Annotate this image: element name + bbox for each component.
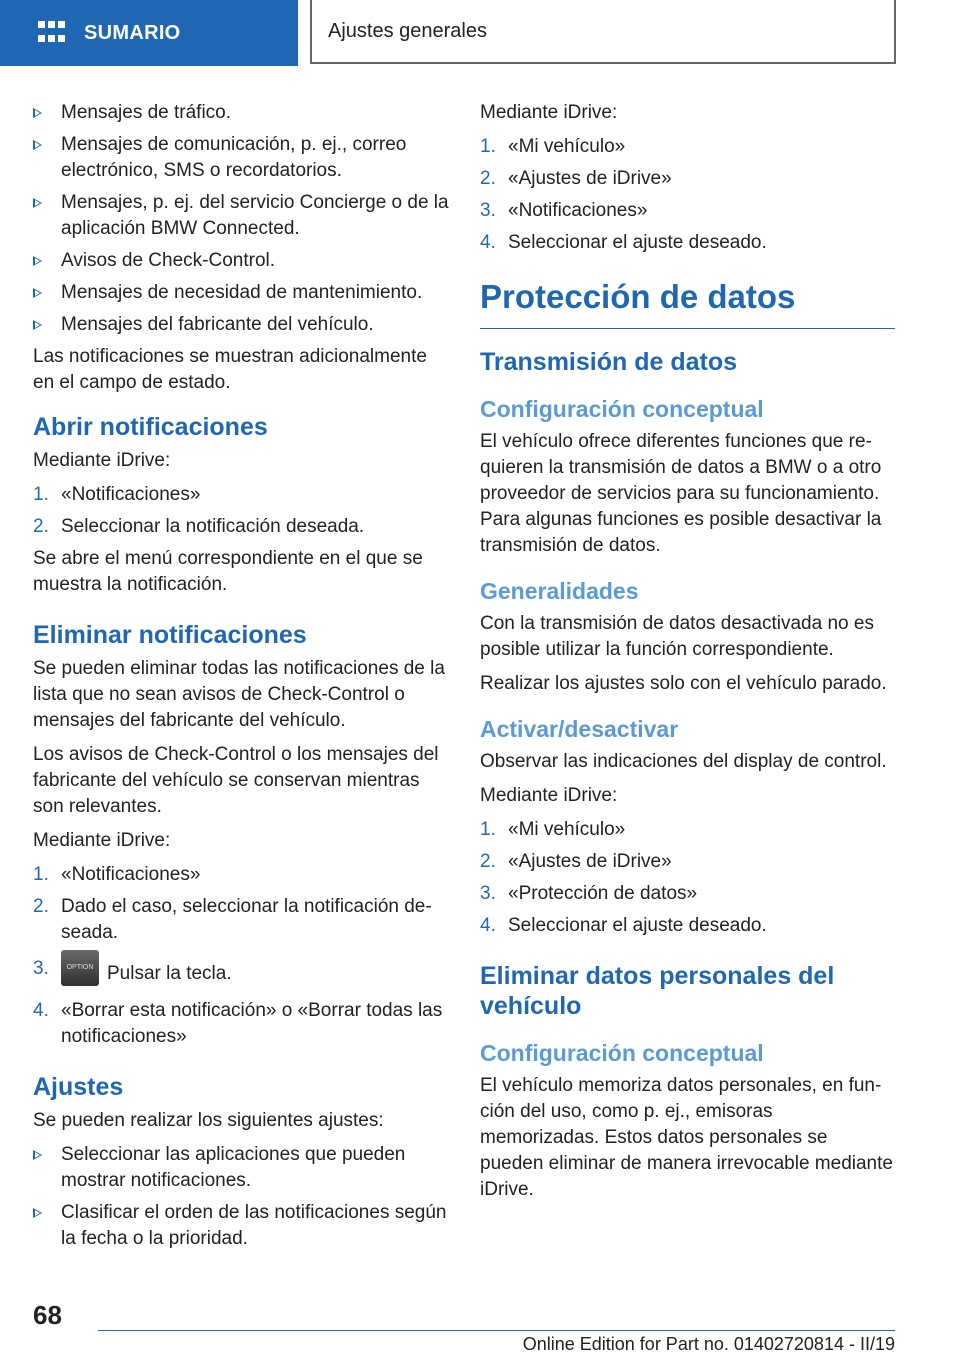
paragraph: Mediante iDrive: [33,450,171,471]
paragraph: Se pueden eliminar todas las notificaciones de la lista que no sean avisos de Check-Control o mensajes del fabricante del vehículo. [33,658,445,731]
delete-steps-list [33,862,453,1050]
heading-concept: Configuración conceptual [480,1040,764,1066]
heading-toggle: Activar/desactivar [480,716,679,742]
heading-delete-notifications: Eliminar notificaciones [33,621,307,649]
heading-data-transmission: Transmisión de datos [480,348,738,376]
list-item: 2. Seleccionar la notificación deseada. [33,516,365,537]
paragraph: Se abre el menú correspondiente en el que se muestra la notificación. [33,548,423,595]
paragraph: Mediante iDrive: [33,830,171,851]
left-column [33,100,453,1258]
list-item: 1. «Notificaciones» [33,864,201,885]
grid-menu-icon [38,21,66,45]
list-item: 3. «Protección de datos» [480,883,698,904]
paragraph: El vehículo memoriza datos personales, en función del uso, como p. ej., emisoras memorizadas. Estos datos personales se pueden eliminar de manera irrevocable mediante iDrive. [480,1075,893,1200]
right-column [480,100,895,1211]
heading-data-protection: Protección de datos [480,278,895,329]
heading-open-notifications: Abrir notificaciones [33,413,268,441]
list-item: 1. «Mi vehículo» [480,136,626,157]
triangle-bullet-icon [33,1150,42,1160]
list-item: 1. «Notificaciones» [33,484,201,505]
list-item: Mensajes, p. ej. del servicio Concierge o de la aplicación BMW Connected. [33,190,453,242]
heading-delete-personal-data: Eliminar datos personales del vehículo [480,962,835,1020]
triangle-bullet-icon [33,320,42,330]
paragraph: Realizar los ajustes solo con el vehículo parado. [480,673,887,694]
option-key-icon: OPTION [61,950,99,986]
paragraph: Se pueden realizar los siguientes ajustes: [33,1110,384,1131]
paragraph: Los avisos de Check-Control o los mensajes del fabricante del vehículo se conservan mientras son relevantes. [33,744,439,817]
list-item: 3. OPTION Pulsar la tecla. [33,956,453,992]
privacy-steps-list [480,817,895,939]
list-item: 2. «Ajustes de iDrive» [480,851,672,872]
heading-concept: Configuración conceptual [480,396,764,422]
sumario-label: SUMARIO [84,21,181,44]
triangle-bullet-icon [33,256,42,266]
list-item: 4. Seleccionar el ajuste deseado. [480,232,767,253]
heading-general: Generalidades [480,578,639,604]
list-item: 1. «Mi vehículo» [480,819,626,840]
breadcrumb-label: Ajustes generales [328,19,487,42]
open-steps-list [33,482,453,540]
list-item: Mensajes de necesidad de mantenimiento. [33,280,453,306]
triangle-bullet-icon [33,288,42,298]
breadcrumb [310,0,896,64]
triangle-bullet-icon [33,198,42,208]
triangle-bullet-icon [33,1208,42,1218]
message-type-list [33,100,453,338]
list-item: Clasificar el orden de las notificaciones según la fecha o la prioridad. [33,1200,453,1252]
triangle-bullet-icon [33,140,42,150]
settings-list [33,1142,453,1252]
paragraph: Mediante iDrive: [480,785,618,806]
sumario-button[interactable] [0,0,298,66]
page-number: 68 [33,1300,62,1330]
paragraph: Observar las indicaciones del display de control. [480,751,887,772]
triangle-bullet-icon [33,108,42,118]
list-item: 4. Seleccionar el ajuste deseado. [480,915,767,936]
list-item: Seleccionar las aplicaciones que pueden mostrar notificaciones. [33,1142,453,1194]
list-item: 2. «Ajustes de iDrive» [480,168,672,189]
heading-settings: Ajustes [33,1073,124,1101]
list-item: Mensajes de tráfico. [33,100,453,126]
footer-divider [98,1330,895,1331]
paragraph: Mediante iDrive: [480,102,618,123]
paragraph: El vehículo ofrece diferentes funciones que requieren la transmisión de datos a BMW o a otro proveedor de servicios para su funcionamiento. Para algunas funciones es posible desactivar la transmisión de datos. [480,431,882,556]
paragraph: Con la transmisión de datos desactivada no es posible utilizar la función correspondiente. [480,613,874,660]
page-header [0,0,960,66]
list-item: 3. «Notificaciones» [480,200,648,221]
list-item: Avisos de Check-Control. [33,248,453,274]
list-item: 2. Dado el caso, seleccionar la notificación deseada. [33,896,432,943]
footer-edition: Online Edition for Part no. 01402720814 - II/19 [522,1334,895,1354]
paragraph: Las notificaciones se muestran adicionalmente en el campo de estado. [33,346,427,393]
list-item: Mensajes de comunicación, p. ej., correo electrónico, SMS o recordatorios. [33,132,453,184]
list-item: Mensajes del fabricante del vehículo. [33,312,453,338]
list-item: 4. «Borrar esta notificación» o «Borrar todas las notificaciones» [33,1000,443,1047]
notification-settings-steps [480,134,895,256]
